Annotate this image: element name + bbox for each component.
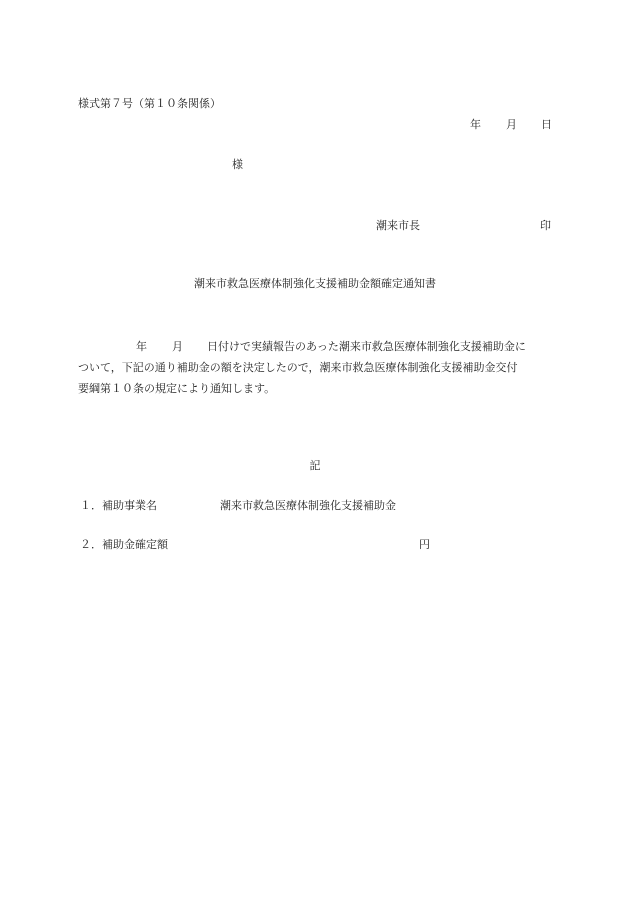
- body-year-label: 年: [136, 340, 147, 353]
- item-1-value: 潮来市救急医療体制強化支援補助金: [220, 499, 396, 512]
- body-line-1: [78, 336, 558, 357]
- item-2-unit: 円: [419, 538, 430, 551]
- issuer-name: 潮来市長: [376, 219, 420, 232]
- date-month-label: 月: [506, 118, 517, 131]
- item-1-label: １．補助事業名: [80, 499, 157, 512]
- recipient-suffix: 様: [232, 158, 243, 171]
- body-month-label: 月: [172, 340, 183, 353]
- body-line-3: 要綱第１０条の規定により通知します。: [78, 382, 276, 395]
- date-day-label: 日: [541, 118, 552, 131]
- body-line-2: ついて，下記の通り補助金の額を決定したので，潮来市救急医療体制強化支援補助金交付: [78, 361, 518, 374]
- document-title: 潮来市救急医療体制強化支援補助金額確定通知書: [194, 277, 436, 290]
- date-header: [470, 118, 552, 132]
- ki-heading: 記: [309, 459, 321, 472]
- seal-mark: 印: [540, 219, 551, 232]
- item-2-label: ２．補助金確定額: [80, 538, 168, 551]
- form-number: 様式第７号（第１０条関係）: [78, 97, 221, 110]
- body-line-1-text: 日付けで実績報告のあった潮来市救急医療体制強化支援補助金に: [207, 340, 526, 353]
- body-paragraph: [78, 336, 558, 399]
- date-year-label: 年: [470, 118, 481, 131]
